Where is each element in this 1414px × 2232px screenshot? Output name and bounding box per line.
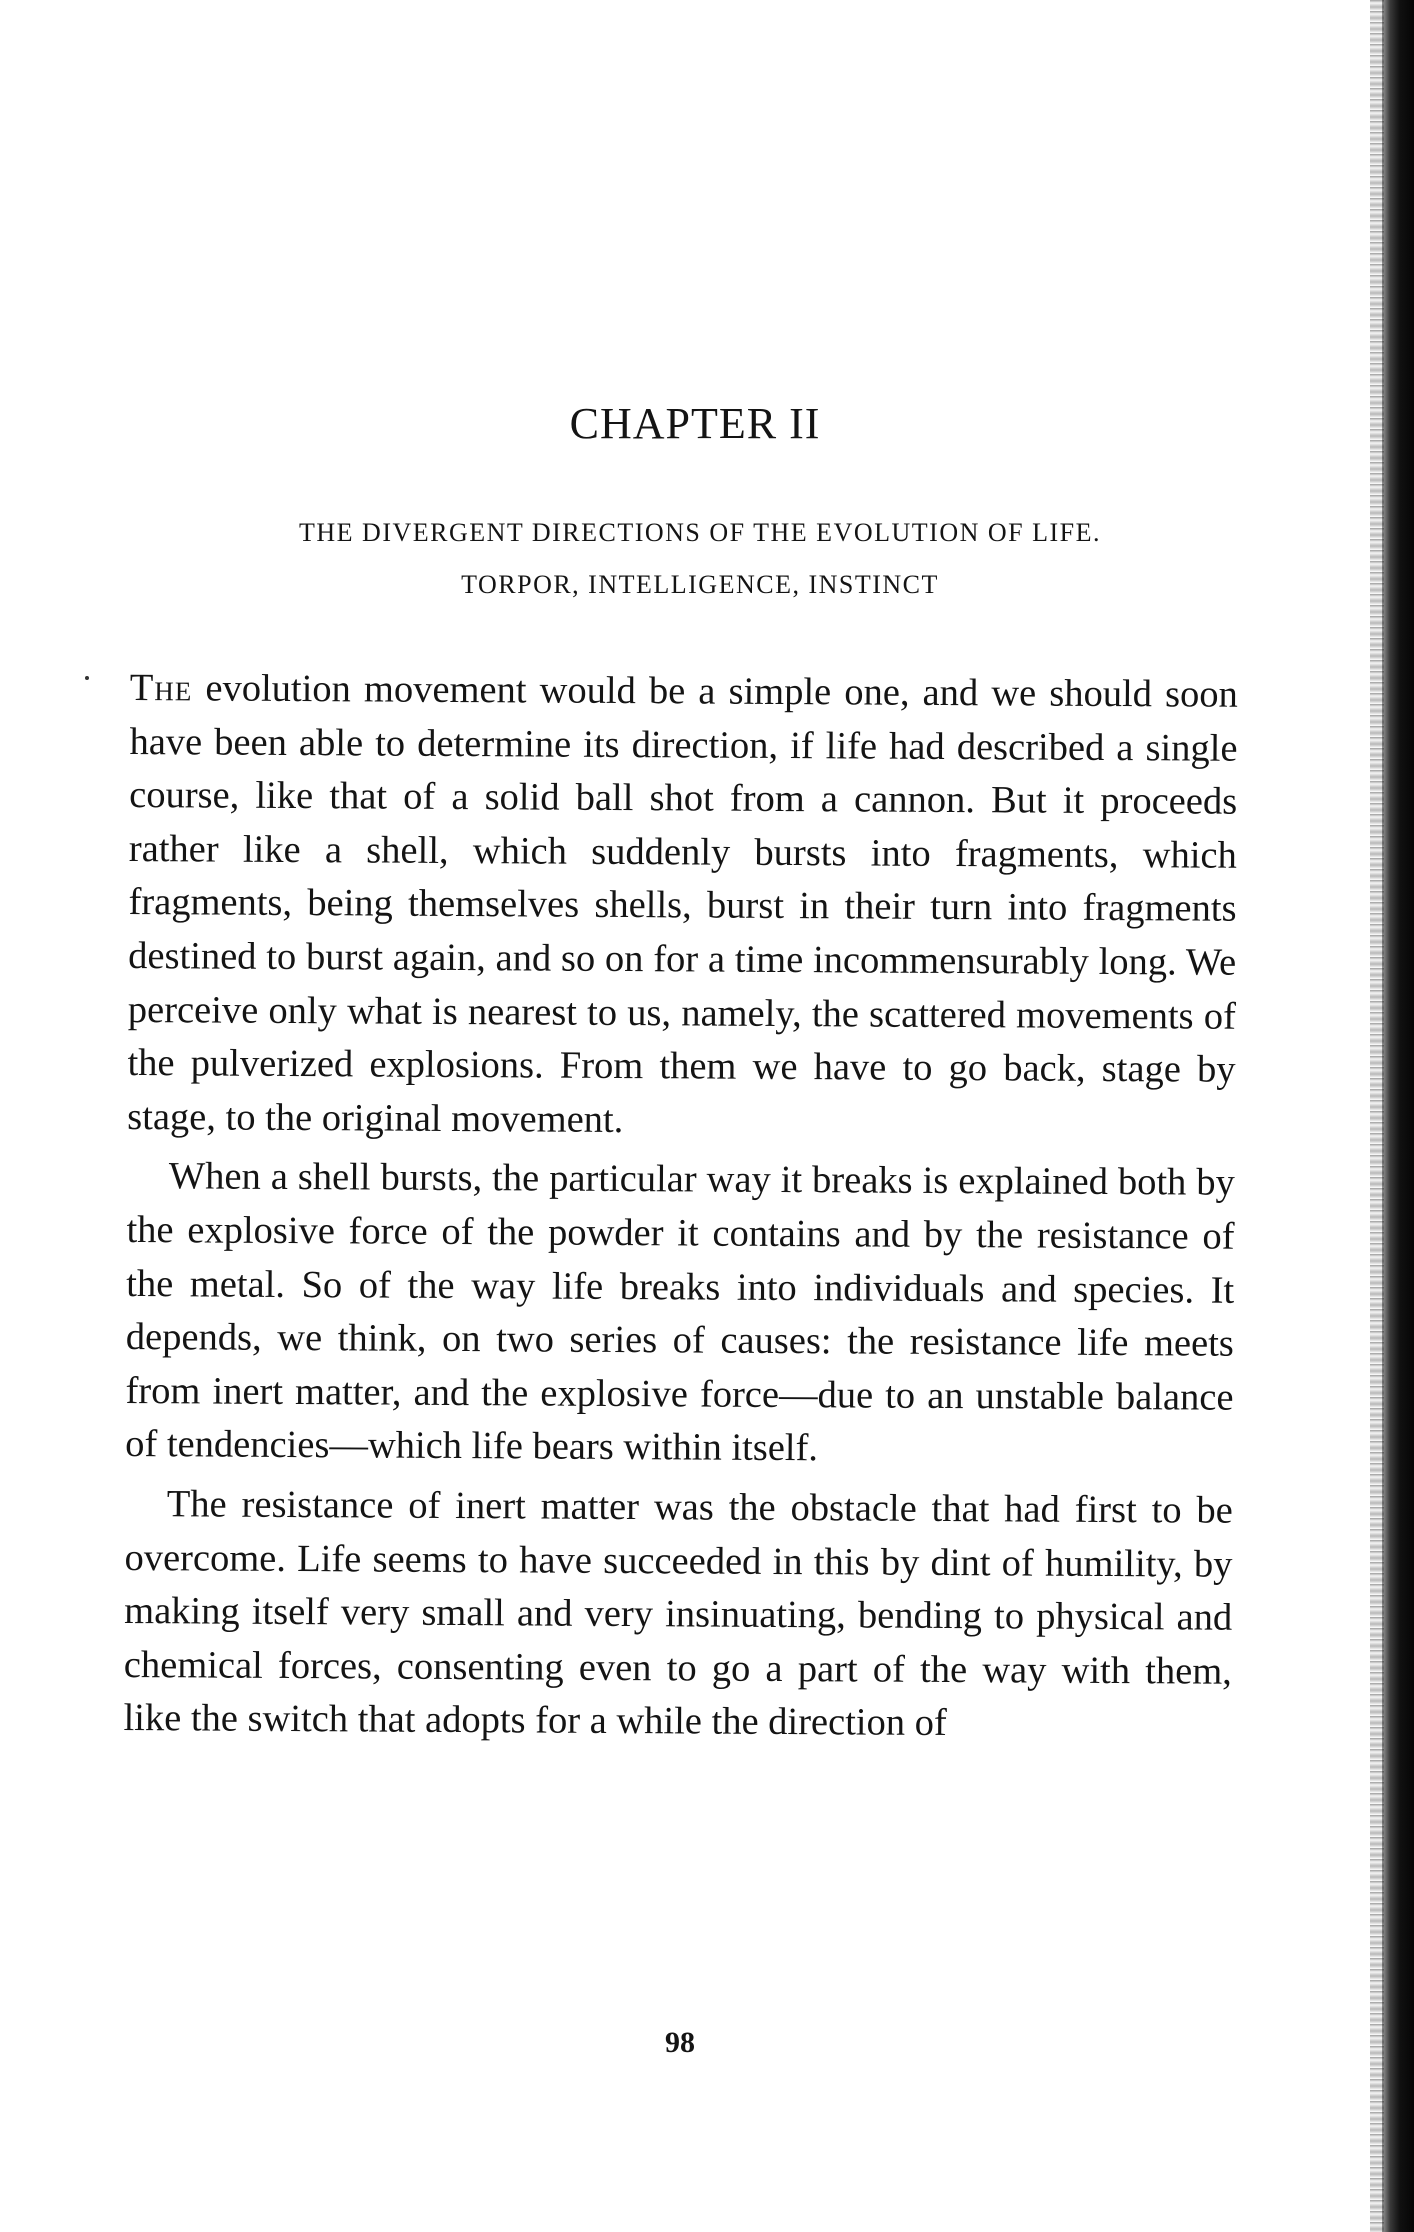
chapter-body <box>123 662 1238 1753</box>
chapter-title <box>0 398 1390 449</box>
stray-ink-mark <box>85 676 89 680</box>
chapter-subtitle-line-1: THE DIVERGENT DIRECTIONS OF THE EVOLUTION OF LIFE. <box>299 518 1101 547</box>
book-binding-edge <box>1382 0 1414 2232</box>
paragraph-1-text: evolution movement would be a simple one, and we should soon have been able to determine its direction, if life had described a single course, like that of a solid ball shot from a cannon. But it proceeds rather like a shell, which suddenly bursts into fragments, which fragments, being themselves shells, burst in their turn into fragments destined to burst again, and so on for a time incommensurably long. We perceive only what is nearest to us, namely, the scattered movements of the pulverized explosions. From them we have to go back, stage by stage, to the original movement. <box>127 667 1238 1141</box>
paragraph-1 <box>127 662 1238 1151</box>
page-number: 98 <box>665 2026 695 2059</box>
chapter-subtitle-line-2: TORPOR, INTELLIGENCE, INSTINCT <box>461 570 939 599</box>
paragraph-2: When a shell bursts, the particular way it breaks is explained both by the explosive force of the powder it contains and by the resistance of the metal. So of the way life breaks into individuals and species. It depends, we think, on two series of causes: the resistance life meets from inert matter, and the explosive force—due to an unstable balance of tendencies—which life bears within itself. <box>125 1155 1235 1470</box>
chapter-title-text: CHAPTER II <box>569 399 821 448</box>
paragraph-1-lead-word: The <box>129 666 193 710</box>
paragraph-3: The resistance of inert matter was the obstacle that had first to be overcome. Life seems to have succeeded in this by dint of humility, by making itself very small and very insinuating, bending to physical and chemical forces, consenting even to go a part of the way with them, like the switch that adopts for a while the direction of <box>123 1483 1233 1745</box>
binding-shadow <box>1370 0 1384 2232</box>
